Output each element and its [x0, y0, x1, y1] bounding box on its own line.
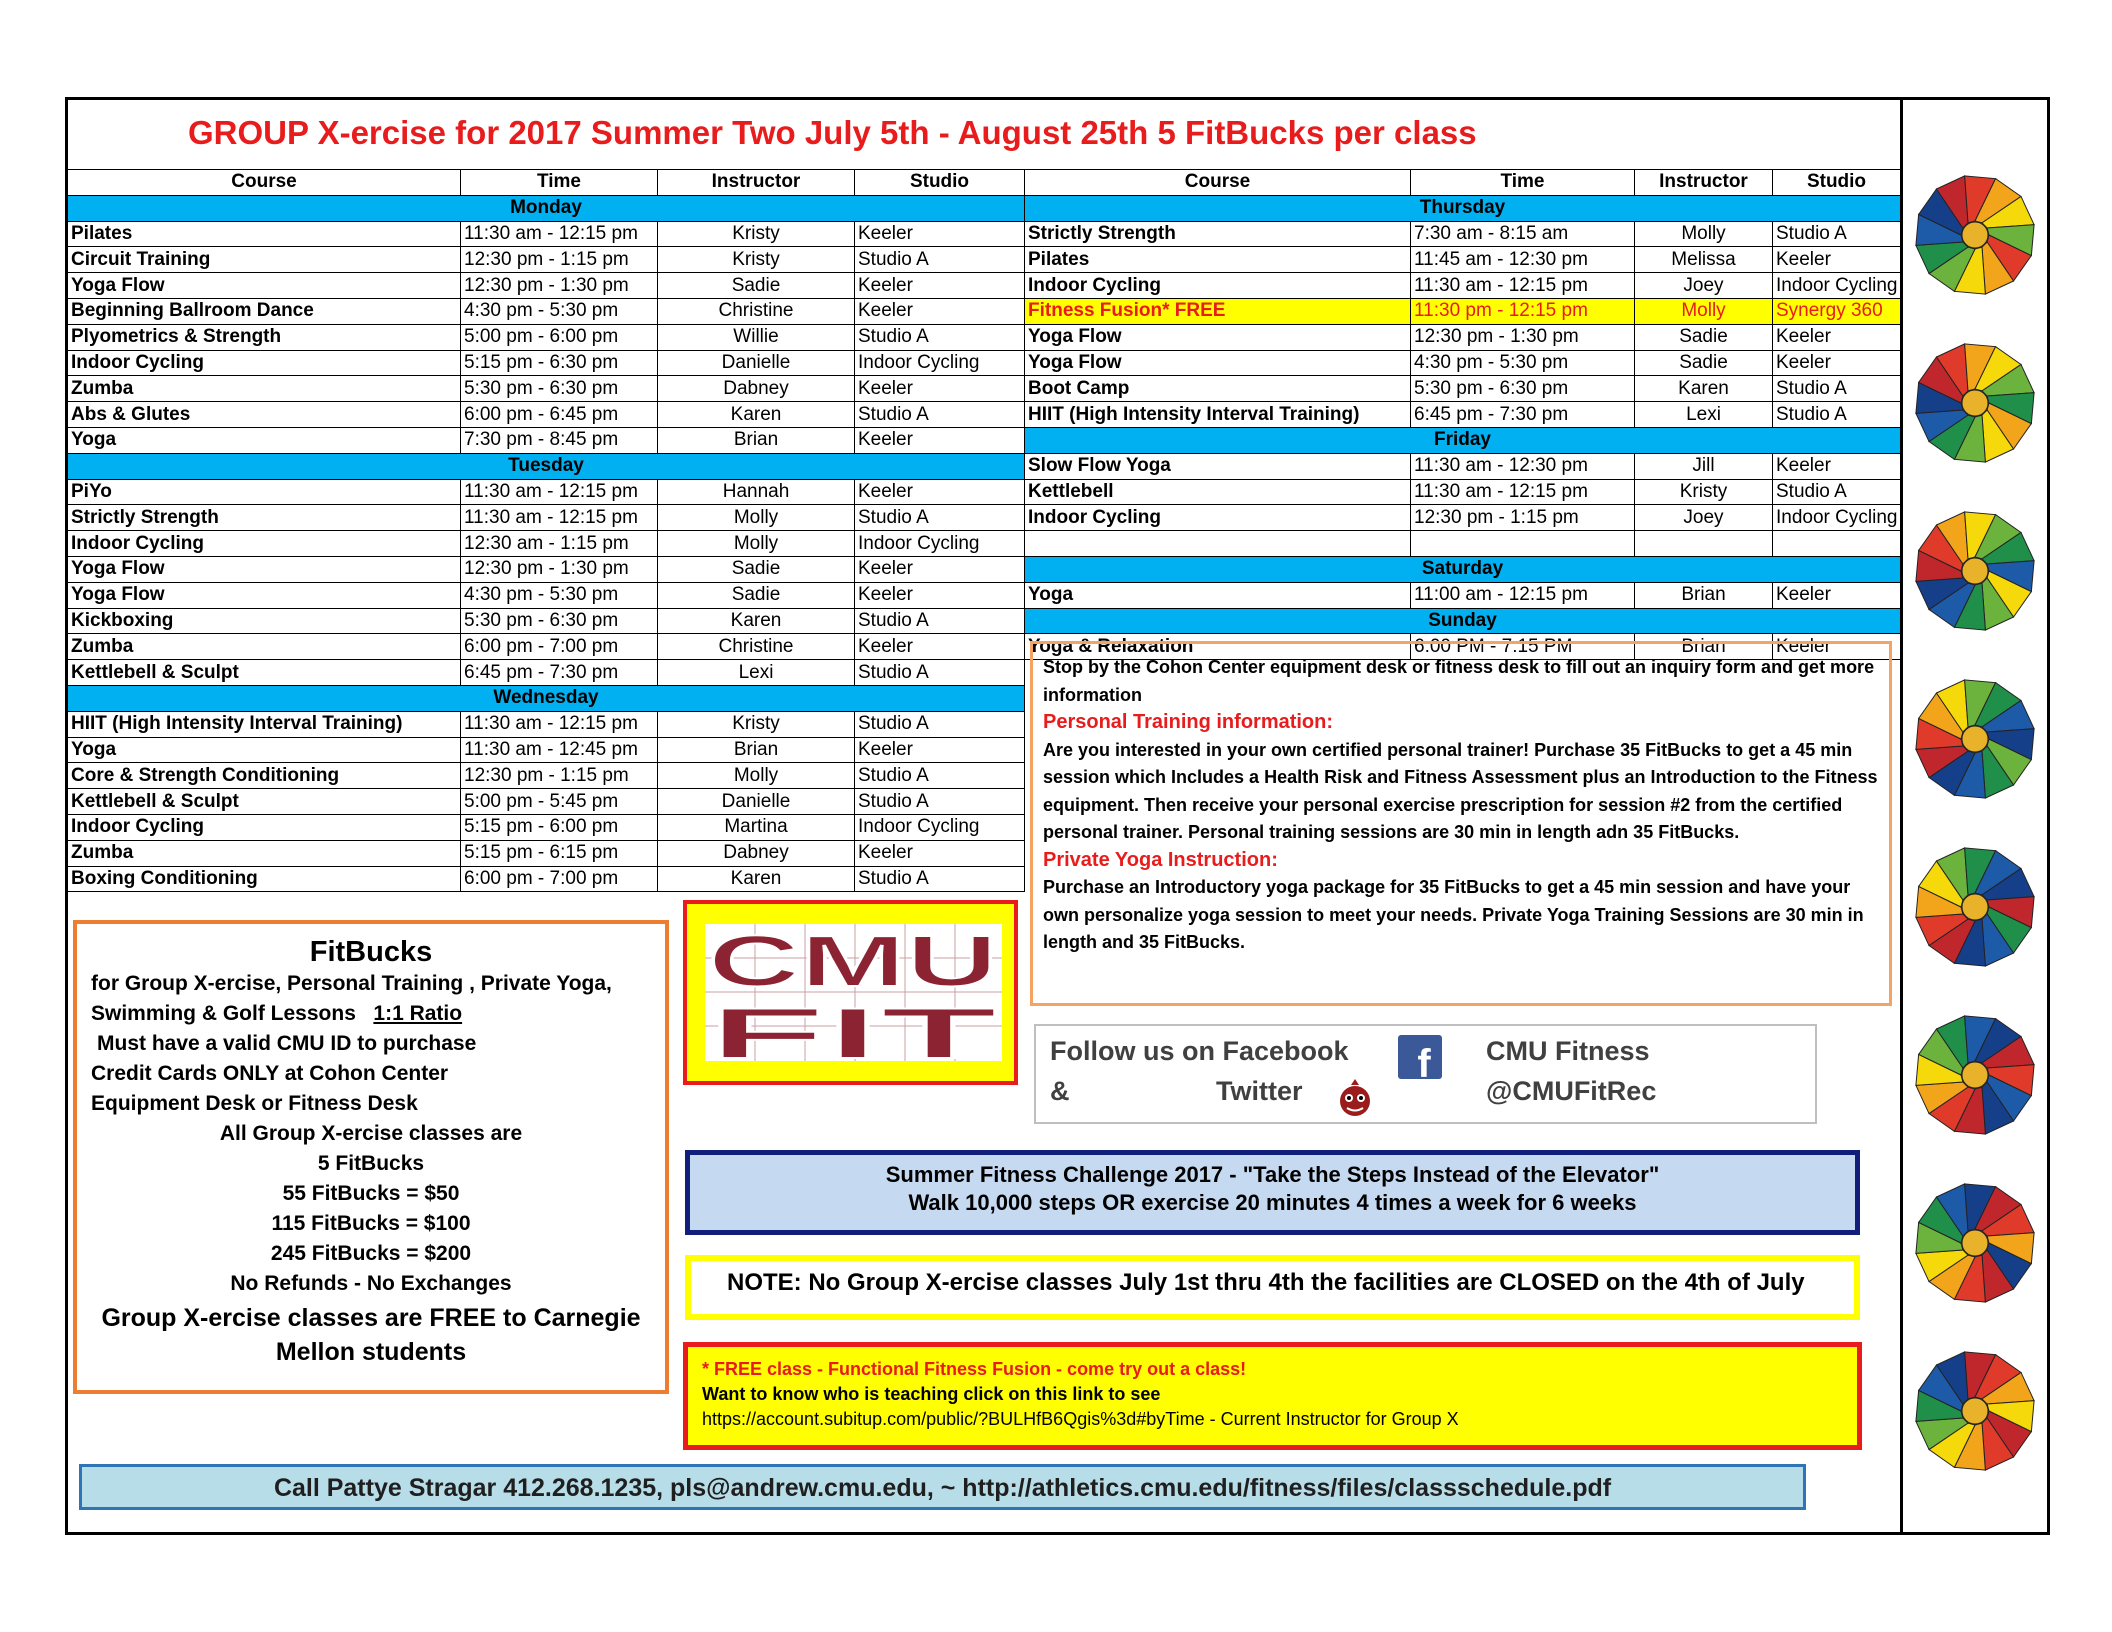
- challenge-line2: Walk 10,000 steps OR exercise 20 minutes 4 times a week for 6 weeks: [908, 1190, 1637, 1215]
- table-row: [68, 763, 1025, 789]
- fitness-challenge-box: [685, 1150, 1860, 1235]
- studio-cell: Indoor Cycling: [1773, 273, 1901, 299]
- table-row: [1025, 531, 1901, 557]
- day-header-row: [1025, 608, 1901, 634]
- instructor-cell: Sadie: [658, 273, 855, 299]
- table-row: [1025, 582, 1901, 608]
- free-class-line1: * FREE class - Functional Fitness Fusion - come try out a class!: [702, 1359, 1247, 1379]
- course-cell: Kettlebell: [1025, 479, 1411, 505]
- time-cell: 11:30 am - 12:15 pm: [1411, 479, 1635, 505]
- table-row: [68, 505, 1025, 531]
- studio-cell: Keeler: [1773, 453, 1901, 479]
- time-cell: 6:45 pm - 7:30 pm: [1411, 402, 1635, 428]
- course-cell: Indoor Cycling: [1025, 273, 1411, 299]
- table-row: [68, 427, 1025, 453]
- instructor-cell: Sadie: [658, 582, 855, 608]
- instructor-cell: Martina: [658, 814, 855, 840]
- studio-cell: Keeler: [1773, 324, 1901, 350]
- instructor-cell: Joey: [1635, 273, 1773, 299]
- course-cell: Yoga Flow: [1025, 324, 1411, 350]
- table-row: [68, 402, 1025, 428]
- table-row: [68, 866, 1025, 892]
- studio-cell: Studio A: [855, 660, 1025, 686]
- studio-cell: Keeler: [855, 556, 1025, 582]
- pinwheel-graphic: [1916, 1184, 2034, 1302]
- course-cell: [1025, 531, 1411, 557]
- fitbucks-price: 245 FitBucks = $200: [270, 1242, 472, 1265]
- table-row: [68, 711, 1025, 737]
- course-cell: Strictly Strength: [1025, 221, 1411, 247]
- course-cell: Yoga Flow: [68, 556, 461, 582]
- instructor-cell: Christine: [658, 298, 855, 324]
- day-header-row: [1025, 427, 1901, 453]
- day-header-row: [68, 453, 1025, 479]
- free-class-line2: Want to know who is teaching click on this link to see: [702, 1384, 1161, 1404]
- private-yoga-text: Purchase an Introductory yoga package for 35 FitBucks to get a 45 min session and have your own personalize yoga session to meet your needs. Private Yoga Training Sessions are 30 min in length and 35 FitBucks.: [1043, 877, 1864, 952]
- instructor-link[interactable]: https://account.subitup.com/public/?BULHfB6Qgis%3d#byTime - Current Instructor for Group X: [702, 1409, 1459, 1429]
- course-cell: Slow Flow Yoga: [1025, 453, 1411, 479]
- time-cell: 12:30 am - 1:15 pm: [461, 531, 658, 557]
- table-row: [68, 273, 1025, 299]
- studio-cell: Keeler: [1773, 582, 1901, 608]
- course-cell: Yoga Flow: [1025, 350, 1411, 376]
- time-cell: 11:00 am - 12:15 pm: [1411, 582, 1635, 608]
- table-row: [68, 634, 1025, 660]
- table-header-row: [68, 170, 1025, 196]
- table-row: [68, 531, 1025, 557]
- studio-cell: Keeler: [855, 479, 1025, 505]
- table-row: [68, 582, 1025, 608]
- course-cell: Kickboxing: [68, 608, 461, 634]
- follow-facebook-text: Follow us on Facebook: [1050, 1036, 1349, 1066]
- studio-cell: Indoor Cycling: [1773, 505, 1901, 531]
- table-header-row: [1025, 170, 1901, 196]
- time-cell: 6:00 PM - 7:15 PM: [1411, 634, 1635, 660]
- studio-cell: Studio A: [855, 763, 1025, 789]
- instructor-cell: Brian: [658, 427, 855, 453]
- time-cell: 4:30 pm - 5:30 pm: [1411, 350, 1635, 376]
- course-cell: Indoor Cycling: [1025, 505, 1411, 531]
- studio-cell: Indoor Cycling: [855, 350, 1025, 376]
- table-row: [68, 660, 1025, 686]
- instructor-cell: Sadie: [658, 556, 855, 582]
- course-cell: Pilates: [68, 221, 461, 247]
- studio-cell: Studio A: [1773, 479, 1901, 505]
- time-cell: 6:45 pm - 7:30 pm: [461, 660, 658, 686]
- decorative-pinwheel-art: [1913, 165, 2037, 1495]
- studio-cell: Keeler: [855, 298, 1025, 324]
- ampersand-text: &: [1050, 1076, 1070, 1106]
- pinwheel-graphic: [1916, 344, 2034, 462]
- time-cell: 12:30 pm - 1:30 pm: [461, 273, 658, 299]
- table-row: [68, 350, 1025, 376]
- studio-cell: Keeler: [855, 376, 1025, 402]
- course-cell: Circuit Training: [68, 247, 461, 273]
- table-row: [1025, 273, 1901, 299]
- day-header-row: [68, 195, 1025, 221]
- time-cell: 6:00 pm - 7:00 pm: [461, 866, 658, 892]
- table-row: [1025, 298, 1901, 324]
- studio-cell: Studio A: [1773, 221, 1901, 247]
- pinwheel-graphic: [1916, 1016, 2034, 1134]
- contact-bar: Call Pattye Stragar 412.268.1235, pls@andrew.cmu.edu, ~ http://athletics.cmu.edu/fitness/files/classschedule.pdf: [79, 1464, 1806, 1510]
- day-header-row: [1025, 556, 1901, 582]
- time-cell: 12:30 pm - 1:15 pm: [1411, 505, 1635, 531]
- time-cell: 4:30 pm - 5:30 pm: [461, 298, 658, 324]
- instructor-cell: Kristy: [658, 221, 855, 247]
- studio-cell: Keeler: [855, 737, 1025, 763]
- time-cell: 11:30 pm - 12:15 pm: [1411, 298, 1635, 324]
- table-row: [1025, 350, 1901, 376]
- free-class-box: [683, 1342, 1862, 1450]
- facebook-name: CMU Fitness: [1486, 1036, 1650, 1066]
- time-cell: 11:30 am - 12:15 pm: [461, 505, 658, 531]
- studio-cell: Indoor Cycling: [855, 814, 1025, 840]
- header-time: Time: [461, 170, 658, 196]
- instructor-cell: [1635, 531, 1773, 557]
- table-row: [68, 814, 1025, 840]
- studio-cell: Indoor Cycling: [855, 531, 1025, 557]
- instructor-cell: Brian: [658, 737, 855, 763]
- table-row: [68, 479, 1025, 505]
- fitbucks-price: 55 FitBucks = $50: [282, 1182, 460, 1205]
- studio-cell: Keeler: [855, 427, 1025, 453]
- instructor-cell: Danielle: [658, 350, 855, 376]
- private-yoga-heading: Private Yoga Instruction:: [1043, 848, 1278, 871]
- twitter-text: Twitter: [1216, 1076, 1303, 1106]
- table-row: [68, 324, 1025, 350]
- instructor-cell: Hannah: [658, 479, 855, 505]
- fitbucks-line: Must have a valid CMU ID to purchase: [97, 1032, 477, 1055]
- course-cell: Abs & Glutes: [68, 402, 461, 428]
- instructor-cell: Lexi: [1635, 402, 1773, 428]
- course-cell: Beginning Ballroom Dance: [68, 298, 461, 324]
- course-cell: Yoga: [1025, 582, 1411, 608]
- course-cell: Core & Strength Conditioning: [68, 763, 461, 789]
- table-row: [68, 376, 1025, 402]
- instructor-cell: Sadie: [1635, 350, 1773, 376]
- fitbucks-line: All Group X-ercise classes are: [219, 1122, 523, 1145]
- course-cell: Indoor Cycling: [68, 814, 461, 840]
- studio-cell: Studio A: [855, 324, 1025, 350]
- fitbucks-refunds: No Refunds - No Exchanges: [230, 1272, 512, 1295]
- instructor-cell: Brian: [1635, 582, 1773, 608]
- fitbucks-line: for Group X-ercise, Personal Training , Private Yoga,: [91, 972, 612, 995]
- time-cell: 5:15 pm - 6:00 pm: [461, 814, 658, 840]
- time-cell: 12:30 pm - 1:15 pm: [461, 247, 658, 273]
- fitbucks-title: FitBucks: [309, 936, 433, 968]
- studio-cell: Studio A: [1773, 402, 1901, 428]
- time-cell: 6:00 pm - 6:45 pm: [461, 402, 658, 428]
- instructor-cell: Molly: [1635, 221, 1773, 247]
- table-row: [1025, 453, 1901, 479]
- time-cell: 5:30 pm - 6:30 pm: [461, 608, 658, 634]
- table-row: [1025, 479, 1901, 505]
- day-label: Wednesday: [68, 685, 1025, 711]
- course-cell: Kettlebell & Sculpt: [68, 789, 461, 815]
- fitbucks-ratio: 1:1 Ratio: [373, 1002, 463, 1025]
- instructor-cell: Karen: [658, 608, 855, 634]
- course-cell: Yoga & Relaxation: [1025, 634, 1411, 660]
- twitter-icon[interactable]: [1337, 1078, 1373, 1118]
- studio-cell: Studio A: [855, 247, 1025, 273]
- instructor-cell: Molly: [1635, 298, 1773, 324]
- table-row: [68, 221, 1025, 247]
- time-cell: 5:30 pm - 6:30 pm: [461, 376, 658, 402]
- studio-cell: Keeler: [855, 840, 1025, 866]
- time-cell: 5:00 pm - 6:00 pm: [461, 324, 658, 350]
- course-cell: Zumba: [68, 376, 461, 402]
- day-label: Tuesday: [68, 453, 1025, 479]
- instructor-cell: Kristy: [1635, 479, 1773, 505]
- studio-cell: Studio A: [1773, 376, 1901, 402]
- social-box: [1034, 1024, 1817, 1124]
- time-cell: 6:00 pm - 7:00 pm: [461, 634, 658, 660]
- time-cell: 11:30 am - 12:15 pm: [1411, 273, 1635, 299]
- time-cell: [1411, 531, 1635, 557]
- course-cell: Plyometrics & Strength: [68, 324, 461, 350]
- course-cell: HIIT (High Intensity Interval Training): [1025, 402, 1411, 428]
- day-label: Friday: [1025, 427, 1901, 453]
- studio-cell: Studio A: [855, 608, 1025, 634]
- table-row: [1025, 324, 1901, 350]
- cmu-fit-logo: [683, 900, 1018, 1085]
- pinwheel-graphic: [1916, 176, 2034, 294]
- twitter-handle: @CMUFitRec: [1486, 1076, 1657, 1106]
- instructor-cell: Christine: [658, 634, 855, 660]
- time-cell: 4:30 pm - 5:30 pm: [461, 582, 658, 608]
- fitbucks-line: Equipment Desk or Fitness Desk: [91, 1092, 418, 1115]
- time-cell: 5:15 pm - 6:30 pm: [461, 350, 658, 376]
- logo-text-cmu: CMU: [708, 924, 998, 1002]
- studio-cell: Studio A: [855, 789, 1025, 815]
- table-row: [68, 247, 1025, 273]
- challenge-line1: Summer Fitness Challenge 2017 - "Take the Steps Instead of the Elevator": [885, 1162, 1660, 1187]
- header-instructor: Instructor: [658, 170, 855, 196]
- course-cell: Yoga Flow: [68, 582, 461, 608]
- time-cell: 11:30 am - 12:30 pm: [1411, 453, 1635, 479]
- instructor-cell: Molly: [658, 763, 855, 789]
- table-row: [1025, 247, 1901, 273]
- course-cell: Fitness Fusion* FREE: [1025, 298, 1411, 324]
- studio-cell: Keeler: [855, 582, 1025, 608]
- table-row: [68, 840, 1025, 866]
- instructor-cell: Karen: [1635, 376, 1773, 402]
- fitbucks-line: 5 FitBucks: [317, 1152, 425, 1175]
- instructor-cell: Danielle: [658, 789, 855, 815]
- day-label: Thursday: [1025, 195, 1901, 221]
- instructor-cell: Karen: [658, 866, 855, 892]
- logo-text-fit: FIT: [708, 994, 999, 1061]
- instructor-cell: Karen: [658, 402, 855, 428]
- table-row: [1025, 505, 1901, 531]
- course-cell: Zumba: [68, 840, 461, 866]
- time-cell: 7:30 am - 8:15 am: [1411, 221, 1635, 247]
- header-studio: Studio: [1773, 170, 1901, 196]
- table-row: [68, 789, 1025, 815]
- table-row: [68, 608, 1025, 634]
- course-cell: Indoor Cycling: [68, 350, 461, 376]
- instructor-cell: Brian: [1635, 634, 1773, 660]
- time-cell: 7:30 pm - 8:45 pm: [461, 427, 658, 453]
- header-time: Time: [1411, 170, 1635, 196]
- svg-text:f: f: [1417, 1042, 1431, 1079]
- table-row: [1025, 376, 1901, 402]
- course-cell: Boxing Conditioning: [68, 866, 461, 892]
- instructor-cell: Kristy: [658, 711, 855, 737]
- course-cell: Boot Camp: [1025, 376, 1411, 402]
- course-cell: Pilates: [1025, 247, 1411, 273]
- time-cell: 11:30 am - 12:15 pm: [461, 711, 658, 737]
- studio-cell: Synergy 360: [1773, 298, 1901, 324]
- fitbucks-box: [73, 920, 669, 1394]
- time-cell: 5:15 pm - 6:15 pm: [461, 840, 658, 866]
- studio-cell: Keeler: [855, 221, 1025, 247]
- header-studio: Studio: [855, 170, 1025, 196]
- instructor-cell: Molly: [658, 505, 855, 531]
- studio-cell: Studio A: [855, 402, 1025, 428]
- time-cell: 5:30 pm - 6:30 pm: [1411, 376, 1635, 402]
- instructor-cell: Sadie: [1635, 324, 1773, 350]
- course-cell: HIIT (High Intensity Interval Training): [68, 711, 461, 737]
- table-row: [1025, 221, 1901, 247]
- instructor-cell: Melissa: [1635, 247, 1773, 273]
- course-cell: Indoor Cycling: [68, 531, 461, 557]
- fitbucks-line: Credit Cards ONLY at Cohon Center: [91, 1062, 449, 1085]
- time-cell: 11:30 am - 12:15 pm: [461, 479, 658, 505]
- time-cell: 11:30 am - 12:15 pm: [461, 221, 658, 247]
- time-cell: 5:00 pm - 5:45 pm: [461, 789, 658, 815]
- fitbucks-line2: Swimming & Golf Lessons: [91, 1002, 356, 1025]
- info-box: [1030, 641, 1892, 1006]
- day-label: Saturday: [1025, 556, 1901, 582]
- instructor-cell: Lexi: [658, 660, 855, 686]
- pinwheel-graphic: [1916, 512, 2034, 630]
- studio-cell: Keeler: [1773, 350, 1901, 376]
- time-cell: 11:30 am - 12:45 pm: [461, 737, 658, 763]
- logo-canvas: [705, 924, 1002, 1061]
- day-label: Sunday: [1025, 608, 1901, 634]
- header-instructor: Instructor: [1635, 170, 1773, 196]
- info-intro: Stop by the Cohon Center equipment desk or fitness desk to fill out an inquiry form and get more information: [1043, 657, 1875, 705]
- course-cell: Yoga: [68, 737, 461, 763]
- studio-cell: Keeler: [1773, 247, 1901, 273]
- instructor-cell: Molly: [658, 531, 855, 557]
- studio-cell: Keeler: [1773, 634, 1901, 660]
- page-title: GROUP X-ercise for 2017 Summer Two July 5th - August 25th 5 FitBucks per class: [188, 114, 1477, 151]
- time-cell: 12:30 pm - 1:15 pm: [461, 763, 658, 789]
- closure-note: NOTE: No Group X-ercise classes July 1st thru 4th the facilities are CLOSED on the 4th of July: [685, 1255, 1860, 1320]
- logo-graphic: [705, 924, 1002, 1061]
- schedule-table-left: [67, 169, 1025, 892]
- course-cell: Zumba: [68, 634, 461, 660]
- course-cell: PiYo: [68, 479, 461, 505]
- studio-cell: Studio A: [855, 711, 1025, 737]
- pinwheel-graphic: [1916, 1352, 2034, 1470]
- studio-cell: Studio A: [855, 866, 1025, 892]
- pinwheel-graphic: [1916, 680, 2034, 798]
- time-cell: 12:30 pm - 1:30 pm: [461, 556, 658, 582]
- fitbucks-free-line: Group X-ercise classes are FREE to Carnegie Mellon students: [101, 1304, 641, 1366]
- instructor-cell: Joey: [1635, 505, 1773, 531]
- table-row: [68, 298, 1025, 324]
- instructor-cell: Jill: [1635, 453, 1773, 479]
- day-header-row: [68, 685, 1025, 711]
- studio-cell: Keeler: [855, 273, 1025, 299]
- facebook-icon[interactable]: [1398, 1035, 1442, 1079]
- course-cell: Yoga Flow: [68, 273, 461, 299]
- day-label: Monday: [68, 195, 1025, 221]
- course-cell: Strictly Strength: [68, 505, 461, 531]
- day-header-row: [1025, 195, 1901, 221]
- studio-cell: Studio A: [855, 505, 1025, 531]
- schedule-table-right: [1024, 169, 1901, 660]
- time-cell: 12:30 pm - 1:30 pm: [1411, 324, 1635, 350]
- header-course: Course: [1025, 170, 1411, 196]
- course-cell: Yoga: [68, 427, 461, 453]
- fitbucks-price: 115 FitBucks = $100: [271, 1212, 471, 1235]
- instructor-cell: Dabney: [658, 376, 855, 402]
- header-course: Course: [68, 170, 461, 196]
- studio-cell: [1773, 531, 1901, 557]
- personal-training-heading: Personal Training information:: [1043, 711, 1334, 733]
- time-cell: 11:45 am - 12:30 pm: [1411, 247, 1635, 273]
- course-cell: Kettlebell & Sculpt: [68, 660, 461, 686]
- personal-training-text: Are you interested in your own certified personal trainer! Purchase 35 FitBucks to get a 45 min session which Includes a Health Risk and Fitness Assessment plus an Introduction to the Fitness equipment. Then receive your personal exercise prescription for session #2 from the certified personal trainer. Personal training sessions are 30 min in length adn 35 FitBucks.: [1043, 739, 1878, 842]
- instructor-cell: Dabney: [658, 840, 855, 866]
- fitbucks-line: [91, 999, 665, 1029]
- studio-cell: Keeler: [855, 634, 1025, 660]
- pinwheel-graphic: [1916, 848, 2034, 966]
- table-row: [68, 737, 1025, 763]
- instructor-cell: Willie: [658, 324, 855, 350]
- table-row: [68, 556, 1025, 582]
- table-row: [1025, 402, 1901, 428]
- instructor-cell: Kristy: [658, 247, 855, 273]
